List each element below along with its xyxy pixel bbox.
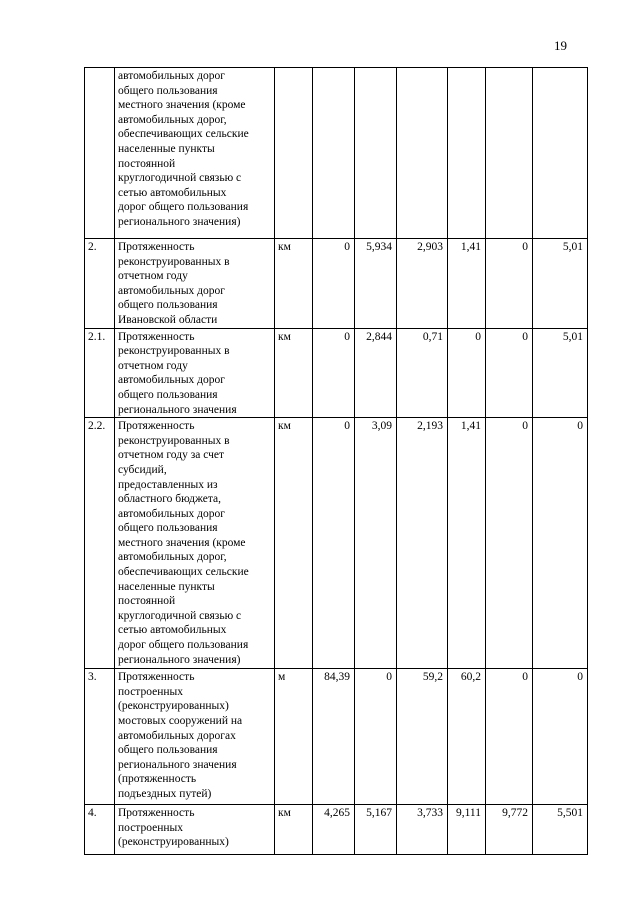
table-row bbox=[85, 669, 588, 805]
value-cell: 84,39 bbox=[313, 669, 355, 805]
value-cell: 60,2 bbox=[448, 669, 486, 805]
unit-cell bbox=[275, 68, 313, 239]
description-line: регионального значения) bbox=[118, 215, 241, 228]
description-line: (реконструированных) bbox=[118, 700, 229, 713]
value-cell: 0 bbox=[533, 418, 588, 669]
unit-cell: км bbox=[275, 239, 313, 329]
description-line: отчетном году bbox=[118, 359, 188, 372]
description-line: обеспечивающих сельские bbox=[118, 128, 249, 141]
row-number-cell: 2.1. bbox=[85, 328, 115, 418]
value-cell bbox=[448, 68, 486, 239]
description-line: населенные пункты bbox=[118, 580, 215, 593]
page-number: 19 bbox=[554, 38, 567, 53]
value-cell: 2,193 bbox=[397, 418, 448, 669]
description-line: (реконструированных) bbox=[118, 836, 229, 849]
value-cell: 0 bbox=[313, 239, 355, 329]
description-line: автомобильных дорог bbox=[118, 284, 225, 297]
value-cell bbox=[355, 68, 397, 239]
indicator-description-cell bbox=[115, 68, 275, 239]
description-line: отчетном году bbox=[118, 270, 188, 283]
description-line: подъездных путей) bbox=[118, 787, 212, 800]
description-line: постоянной bbox=[118, 157, 176, 170]
value-cell: 4,265 bbox=[313, 805, 355, 855]
table-row bbox=[85, 805, 588, 855]
row-number-cell: 2. bbox=[85, 239, 115, 329]
indicator-description-cell bbox=[115, 669, 275, 805]
description-line: реконструированных в bbox=[118, 434, 230, 447]
description-line: Протяженность bbox=[118, 671, 195, 684]
value-cell: 5,01 bbox=[533, 239, 588, 329]
unit-cell: км bbox=[275, 418, 313, 669]
value-cell bbox=[397, 68, 448, 239]
description-line: автомобильных дорогах bbox=[118, 729, 236, 742]
value-cell bbox=[486, 68, 533, 239]
description-line: автомобильных дорог bbox=[118, 70, 225, 82]
value-cell: 0 bbox=[486, 418, 533, 669]
value-cell: 9,111 bbox=[448, 805, 486, 855]
description-line: автомобильных дорог, bbox=[118, 551, 227, 564]
description-line: Протяженность bbox=[118, 420, 195, 433]
description-line: (протяженность bbox=[118, 773, 197, 786]
value-cell bbox=[533, 68, 588, 239]
value-cell: 5,501 bbox=[533, 805, 588, 855]
value-cell: 0 bbox=[486, 239, 533, 329]
description-line: построенных bbox=[118, 821, 183, 834]
description-line: областного бюджета, bbox=[118, 493, 222, 506]
description-line: общего пользования bbox=[118, 84, 218, 97]
value-cell: 1,41 bbox=[448, 418, 486, 669]
row-number-cell: 2.2. bbox=[85, 418, 115, 669]
indicator-description-cell bbox=[115, 239, 275, 329]
table-row bbox=[85, 418, 588, 669]
description-line: общего пользования bbox=[118, 744, 218, 757]
value-cell: 2,903 bbox=[397, 239, 448, 329]
description-line: реконструированных в bbox=[118, 345, 230, 358]
value-cell: 0 bbox=[313, 418, 355, 669]
value-cell: 0 bbox=[313, 328, 355, 418]
description-line: мостовых сооружений на bbox=[118, 714, 243, 727]
description-line: автомобильных дорог bbox=[118, 374, 225, 387]
table-row bbox=[85, 68, 588, 239]
unit-cell: км bbox=[275, 805, 313, 855]
description-line: автомобильных дорог bbox=[118, 507, 225, 520]
value-cell: 0 bbox=[355, 669, 397, 805]
description-line: Ивановской области bbox=[118, 313, 218, 326]
description-line: населенные пункты bbox=[118, 142, 215, 155]
row-number-cell: 4. bbox=[85, 805, 115, 855]
description-line: сетью автомобильных bbox=[118, 186, 227, 199]
description-line: общего пользования bbox=[118, 388, 218, 401]
description-line: круглогодичной связью с bbox=[118, 609, 242, 622]
value-cell: 59,2 bbox=[397, 669, 448, 805]
description-line: общего пользования bbox=[118, 522, 218, 535]
description-line: реконструированных в bbox=[118, 255, 230, 268]
value-cell bbox=[313, 68, 355, 239]
description-line: сетью автомобильных bbox=[118, 624, 227, 637]
unit-cell: км bbox=[275, 328, 313, 418]
description-line: Протяженность bbox=[118, 330, 195, 343]
value-cell: 0 bbox=[486, 328, 533, 418]
description-line: дорог общего пользования bbox=[118, 201, 249, 214]
description-line: постоянной bbox=[118, 595, 176, 608]
description-line: местного значения (кроме bbox=[118, 536, 246, 549]
description-line: общего пользования bbox=[118, 299, 218, 312]
value-cell: 5,167 bbox=[355, 805, 397, 855]
description-line: Протяженность bbox=[118, 807, 195, 820]
value-cell: 5,01 bbox=[533, 328, 588, 418]
description-line: автомобильных дорог, bbox=[118, 113, 227, 126]
row-number-cell: 3. bbox=[85, 669, 115, 805]
description-line: круглогодичной связью с bbox=[118, 172, 242, 185]
description-line: регионального значения bbox=[118, 403, 237, 416]
description-line: построенных bbox=[118, 685, 183, 698]
table-row bbox=[85, 239, 588, 329]
unit-cell: м bbox=[275, 669, 313, 805]
indicator-description-cell bbox=[115, 418, 275, 669]
description-line: дорог общего пользования bbox=[118, 639, 249, 652]
value-cell: 3,733 bbox=[397, 805, 448, 855]
description-line: Протяженность bbox=[118, 241, 195, 253]
description-line: местного значения (кроме bbox=[118, 99, 246, 112]
value-cell: 0,71 bbox=[397, 328, 448, 418]
indicator-description-cell bbox=[115, 328, 275, 418]
value-cell: 9,772 bbox=[486, 805, 533, 855]
indicator-description-cell bbox=[115, 805, 275, 855]
value-cell: 0 bbox=[486, 669, 533, 805]
description-line: регионального значения bbox=[118, 758, 237, 771]
description-line: субсидий, bbox=[118, 463, 167, 476]
value-cell: 5,934 bbox=[355, 239, 397, 329]
value-cell: 3,09 bbox=[355, 418, 397, 669]
row-number-cell bbox=[85, 68, 115, 239]
indicators-table bbox=[84, 67, 588, 855]
table-row bbox=[85, 328, 588, 418]
description-line: предоставленных из bbox=[118, 478, 218, 491]
description-line: регионального значения) bbox=[118, 653, 241, 666]
value-cell: 0 bbox=[533, 669, 588, 805]
value-cell: 1,41 bbox=[448, 239, 486, 329]
description-line: обеспечивающих сельские bbox=[118, 566, 249, 579]
description-line: отчетном году за счет bbox=[118, 449, 225, 462]
value-cell: 2,844 bbox=[355, 328, 397, 418]
value-cell: 0 bbox=[448, 328, 486, 418]
